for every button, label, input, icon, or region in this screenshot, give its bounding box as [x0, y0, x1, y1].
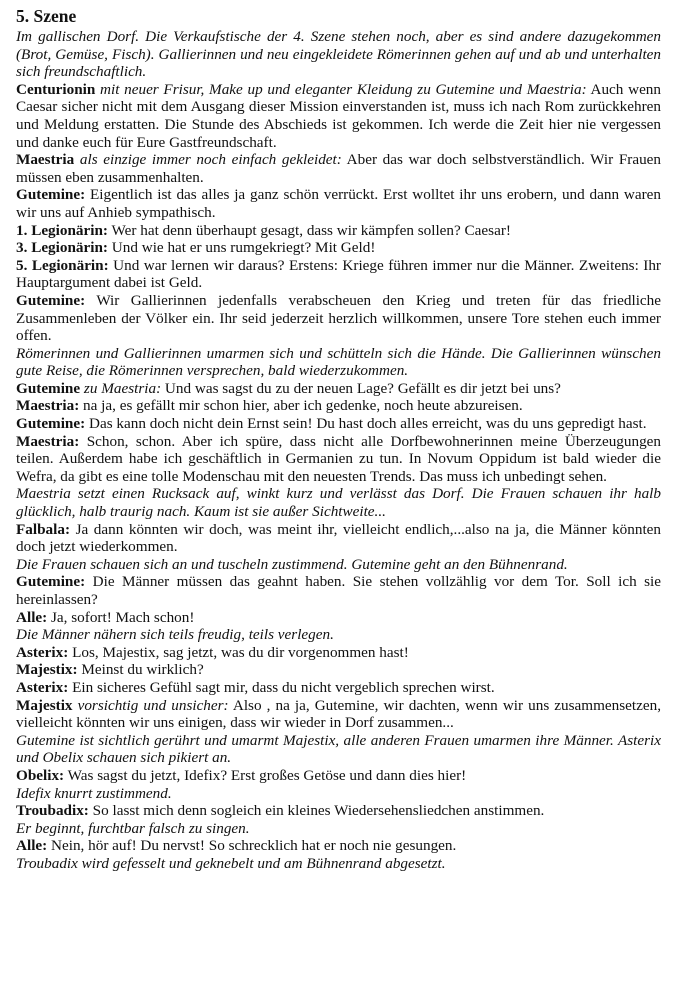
scene-text	[16, 28, 661, 873]
speech-line	[16, 415, 661, 433]
dialogue-text: Aber das war doch selbstverständlich. Wir Frauen müssen eben zusammenhalten.	[16, 151, 661, 186]
stage-direction: Die Frauen schauen sich an und tuscheln zustimmend. Gutemine geht an den Bühnenrand.	[16, 555, 568, 573]
speaker-name: 1. Legionärin:	[16, 221, 108, 239]
speech-line	[16, 151, 661, 186]
stage-direction: Er beginnt, furchtbar falsch zu singen.	[16, 819, 250, 837]
scene-title: 5. Szene	[16, 6, 77, 26]
speaker-name: Gutemine	[16, 379, 81, 397]
speaker-name: Falbala:	[16, 520, 71, 538]
speech-line	[16, 679, 661, 697]
speaker-name: Maestria:	[16, 397, 80, 415]
dialogue-text: na ja, es gefällt mir schon hier, aber ich gedenke, noch heute abzureisen.	[83, 397, 523, 415]
dialogue-text: Meinst du wirklich?	[81, 661, 204, 679]
speaker-name: Troubadix:	[16, 802, 89, 820]
speech-line	[16, 644, 661, 662]
speaker-name: 3. Legionärin:	[16, 239, 108, 257]
dialogue-text: Wir Gallierinnen jedenfalls verabscheuen den Krieg und treten für das friedliche Zusammenleben der Völker ein. Ihr seid jederzeit herzlich willkommen, unsere Tore stehen euch immer offen.	[16, 291, 661, 345]
stage-direction: Maestria setzt einen Rucksack auf, winkt kurz und verlässt das Dorf. Die Frauen schauen ihr halb glücklich, halb traurig nach. Kaum ist sie außer Sichtweite...	[16, 485, 661, 521]
dialogue-text: Und was sagst du zu der neuen Lage? Gefällt es dir jetzt bei uns?	[164, 379, 561, 397]
speaker-name: Maestria:	[16, 432, 80, 450]
inline-stage-direction: mit neuer Frisur, Make up und eleganter Kleidung zu Gutemine und Maestria:	[100, 80, 587, 98]
speech-line	[16, 380, 661, 398]
dialogue-text: Eigentlich ist das alles ja ganz schön verrückt. Erst wolltet ihr uns erobern, und dann waren wir uns auf Anhieb sympathisch.	[16, 186, 662, 221]
speech-line	[16, 767, 661, 785]
speech-line	[16, 292, 661, 345]
inline-stage-direction: als einzige immer noch einfach gekleidet:	[79, 151, 342, 169]
dialogue-text: Auch wenn Caesar sicher nicht mit dem Ausgang dieser Mission einverstanden ist, muss ich nach Rom zurückkehren und Meldung erstatten. Die Stunde des Abschieds ist gekommen. Ich werde die Zeit hier nie vergessen und danke euch für Eure Gastfreundschaft.	[16, 80, 661, 151]
speaker-name: 5. Legionärin:	[16, 256, 109, 274]
speech-line	[16, 433, 661, 486]
speech-line	[16, 257, 661, 292]
dialogue-text: Los, Majestix, sag jetzt, was du dir vorgenommen hast!	[72, 643, 409, 661]
speech-line	[16, 697, 661, 732]
speaker-name: Majestix	[16, 696, 73, 714]
speech-line	[16, 222, 661, 240]
inline-stage-direction: zu Maestria:	[83, 379, 162, 397]
speaker-name: Gutemine:	[16, 291, 86, 309]
dialogue-text: Wer hat denn überhaupt gesagt, dass wir kämpfen sollen? Caesar!	[111, 221, 511, 239]
speaker-name: Gutemine:	[16, 186, 86, 204]
speaker-name: Maestria	[16, 151, 75, 169]
dialogue-text: Ja dann könnten wir doch, was meint ihr, vielleicht endlich,...also na ja, die Männer könnten doch jetzt wiederkommen.	[16, 520, 661, 556]
speech-line	[16, 239, 661, 257]
speech-line	[16, 397, 661, 415]
speaker-name: Alle:	[16, 608, 48, 626]
speech-line	[16, 573, 661, 608]
speaker-name: Asterix:	[16, 678, 69, 696]
speaker-name: Alle:	[16, 837, 48, 855]
dialogue-text: Ja, sofort! Mach schon!	[51, 608, 195, 626]
dialogue-text: Die Männer müssen das geahnt haben. Sie stehen vollzählig vor dem Tor. Soll ich sie hereinlassen?	[16, 573, 661, 608]
speaker-name: Gutemine:	[16, 415, 86, 433]
speaker-name: Centurionin	[16, 80, 96, 98]
dialogue-text: Und wie hat er uns rumgekriegt? Mit Geld!	[111, 239, 376, 257]
dialogue-text: Nein, hör auf! Du nervst! So schrecklich hat er noch nie gesungen.	[51, 837, 457, 855]
speaker-name: Obelix:	[16, 766, 65, 784]
inline-stage-direction: vorsichtig und unsicher:	[77, 696, 229, 714]
stage-direction: Gutemine ist sichtlich gerührt und umarmt Majestix, alle anderen Frauen umarmen ihre Männer. Asterix und Obelix schauen sich pikiert an.	[16, 731, 661, 767]
dialogue-text: Das kann doch nicht dein Ernst sein! Du hast doch alles erreicht, was du uns gepredigt hast.	[88, 415, 647, 433]
speaker-name: Asterix:	[16, 643, 69, 661]
speech-line	[16, 186, 661, 221]
speech-line	[16, 837, 661, 855]
stage-direction: Troubadix wird gefesselt und geknebelt und am Bühnenrand abgesetzt.	[16, 854, 446, 872]
speech-line	[16, 661, 661, 679]
dialogue-text: Ein sicheres Gefühl sagt mir, dass du nicht vergeblich sprechen wirst.	[72, 678, 495, 696]
dialogue-text: Und war lernen wir daraus? Erstens: Kriege führen immer nur die Männer. Zweitens: Ihr Hauptargument dabei ist Geld.	[16, 256, 661, 292]
dialogue-text: Schon, schon. Aber ich spüre, dass nicht alle Dorfbewohnerinnen meine Überzeugungen teilen. Außerdem habe ich geschäftlich in Germanien zu tun. In Novum Oppidum ist bald wieder die Wefra, da gibt es eine tolle Modenschau mit den neuesten Trends. Das muss ich unbedingt sehen.	[16, 432, 661, 485]
speaker-name: Majestix:	[16, 661, 78, 679]
speech-line	[16, 81, 661, 151]
stage-direction: Idefix knurrt zustimmend.	[16, 784, 172, 802]
stage-direction: Römerinnen und Gallierinnen umarmen sich und schütteln sich die Hände. Die Gallierinnen wünschen gute Reise, die Römerinnen versprechen, bald wiederzukommen.	[16, 344, 661, 380]
speaker-name: Gutemine:	[16, 573, 86, 591]
speech-line	[16, 802, 661, 820]
dialogue-text: Was sagst du jetzt, Idefix? Erst großes Getöse und dann dies hier!	[67, 766, 467, 784]
stage-direction: Die Männer nähern sich teils freudig, teils verlegen.	[16, 626, 334, 644]
dialogue-text: So lasst mich denn sogleich ein kleines Wiedersehensliedchen anstimmen.	[92, 802, 545, 820]
stage-direction: Im gallischen Dorf. Die Verkaufstische der 4. Szene stehen noch, aber es sind andere dazugekommen (Brot, Gemüse, Fisch). Gallierinnen und neu eingekleidete Römerinnen gehen auf und ab und unterhalten sich freundschaftlich.	[16, 28, 661, 81]
speech-line	[16, 609, 661, 627]
speech-line	[16, 521, 661, 556]
dialogue-text: Also , na ja, Gutemine, wir dachten, wenn wir uns zusammensetzen, vielleicht könnten wir uns einigen, dass wir wieder in Dorf zusammen...	[16, 696, 662, 732]
